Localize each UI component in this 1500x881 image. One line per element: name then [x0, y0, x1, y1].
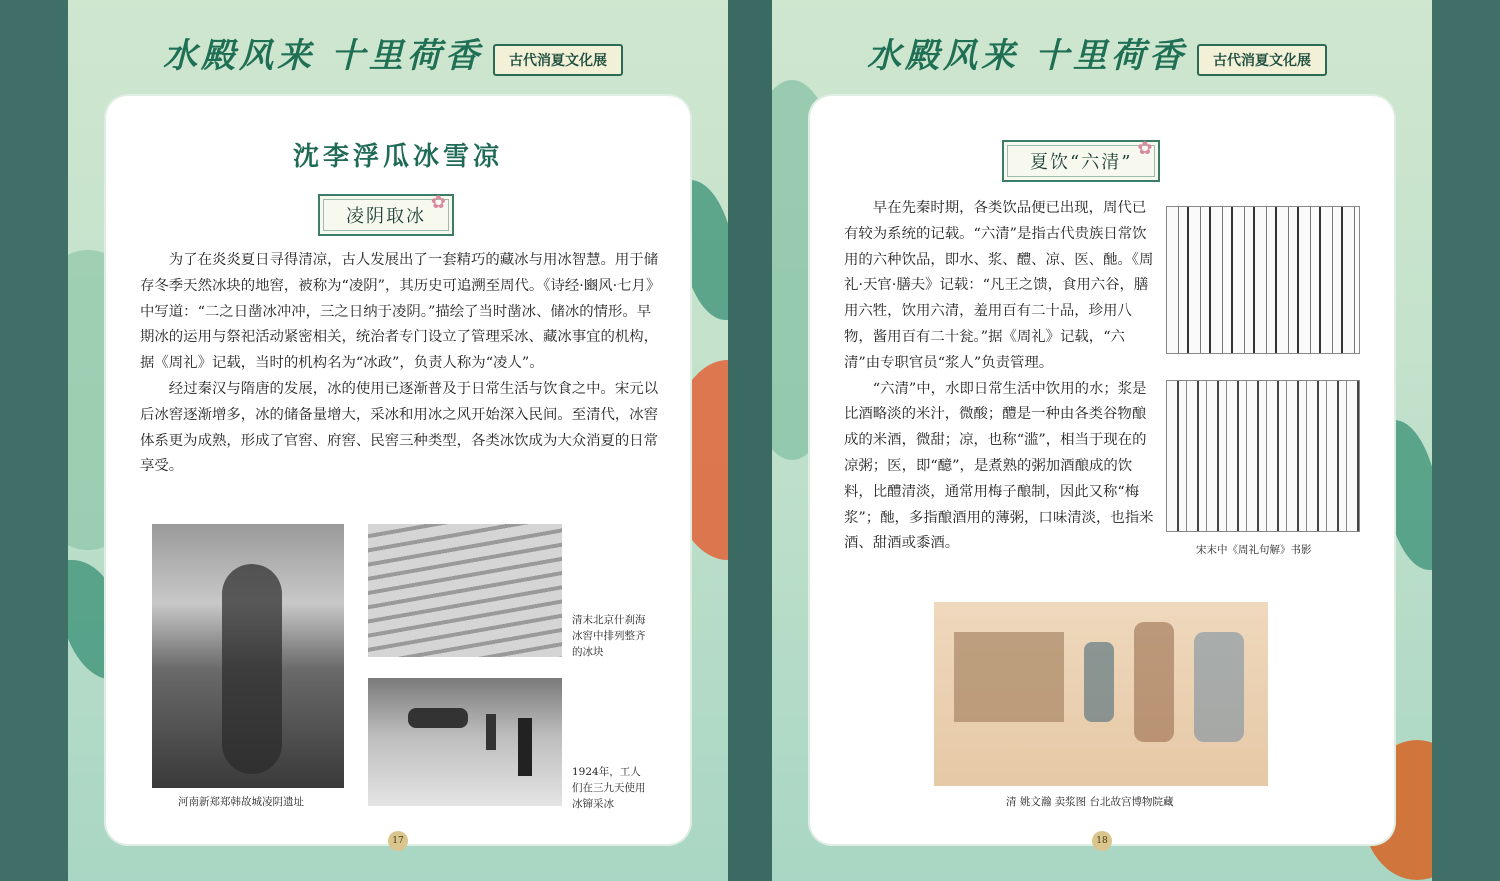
paragraph: 经过秦汉与隋唐的发展，冰的使用已逐渐普及于日常生活与饮食之中。宋元以后冰窖逐渐增多，冰的储备量增大，采冰和用冰之风开始深入民间。至清代，冰窖体系更为成熟，形成了官窖、府窖、民窖三种类型，各类冰饮成为大众消夏的日常享受。 — [140, 380, 659, 475]
exhibition-title: 水殿风来 十里荷香 — [867, 36, 1187, 76]
sub-title-text: 凌阴取冰 — [346, 206, 426, 227]
paragraph: 早在先秦时期，各类饮品便已出现，周代已有较为系统的记载。“六清”是指古代贵族日常饮用的六种饮品，即水、浆、醴、凉、医、酏。《周礼·天官·膳夫》记载：“凡王之馈，食用六谷，膳用六牲，饮用六清，羞用百有二十品，珍用八物，酱用百有二十瓮。”据《周礼》记载，“六清”由专职官员“浆人”负责管理。 — [844, 200, 1154, 371]
left-page — [68, 0, 728, 881]
sub-title — [318, 194, 454, 236]
paragraph: 为了在炎炎夏日寻得清凉，古人发展出了一套精巧的藏冰与用冰智慧。用于储存冬季天然冰块的地窖，被称为“凌阴”，其历史可追溯至周代。《诗经·豳风·七月》中写道：“二之日凿冰冲冲，三之日纳于凌阴。”描绘了当时凿冰、储冰的情形。早期冰的运用与祭祀活动紧密相关，统治者专门设立了管理采冰、藏冰事宜的机构，据《周礼》记载，当时的机构名为“冰政”，负责人称为“凌人”。 — [140, 252, 659, 372]
right-page — [772, 0, 1432, 881]
site-caption: 河南新郑郑韩故城凌阴遗址 — [178, 796, 304, 808]
article-body — [140, 248, 660, 480]
ice-workers-photo — [368, 678, 562, 806]
book-caption: 宋末中《周礼句解》书影 — [1196, 544, 1312, 556]
section-title: 沈李浮瓜冰雪凉 — [292, 142, 503, 172]
content-card — [810, 96, 1394, 844]
painting-caption: 清 姚文瀚 卖浆图 台北故宫博物院藏 — [1006, 796, 1174, 808]
zhouli-book-page-photo — [1166, 206, 1360, 354]
ice-blocks-photo — [368, 524, 562, 657]
sub-title-text: 夏饮“六清” — [1030, 152, 1133, 173]
selling-drinks-painting — [934, 602, 1268, 786]
ice-blocks-caption: 清末北京什刹海冰窖中排列整齐的冰块 — [572, 614, 646, 658]
lotus-icon: ✿ — [1137, 138, 1155, 159]
workers-caption: 1924年，工人们在三九天使用冰镩采冰 — [572, 766, 646, 810]
sub-title — [1002, 140, 1160, 182]
paragraph: “六清”中，水即日常生活中饮用的水；浆是比酒略淡的米汁，微酸；醴是一种由各类谷物酿成的米酒，微甜；凉，也称“滥”，相当于现在的凉粥；医，即“醷”，是煮熟的粥加酒酿成的饮料，比醴清淡，通常用梅子酿制，因此又称“梅浆”；酏，多指酿酒用的薄粥，口味清淡，也指米酒、甜酒或黍酒。 — [844, 380, 1154, 552]
page-number: 18 — [1092, 831, 1112, 851]
content-card — [106, 96, 690, 844]
exhibition-badge: 古代消夏文化展 — [493, 44, 623, 76]
spread-gutter — [728, 0, 772, 881]
exhibition-title: 水殿风来 十里荷香 — [163, 36, 483, 76]
ice-cellar-site-photo — [152, 524, 344, 788]
lotus-icon: ✿ — [430, 192, 448, 213]
page-number: 17 — [388, 831, 408, 851]
zhouli-book-page-photo — [1166, 380, 1360, 532]
article-body — [844, 196, 1158, 557]
exhibition-badge: 古代消夏文化展 — [1197, 44, 1327, 76]
